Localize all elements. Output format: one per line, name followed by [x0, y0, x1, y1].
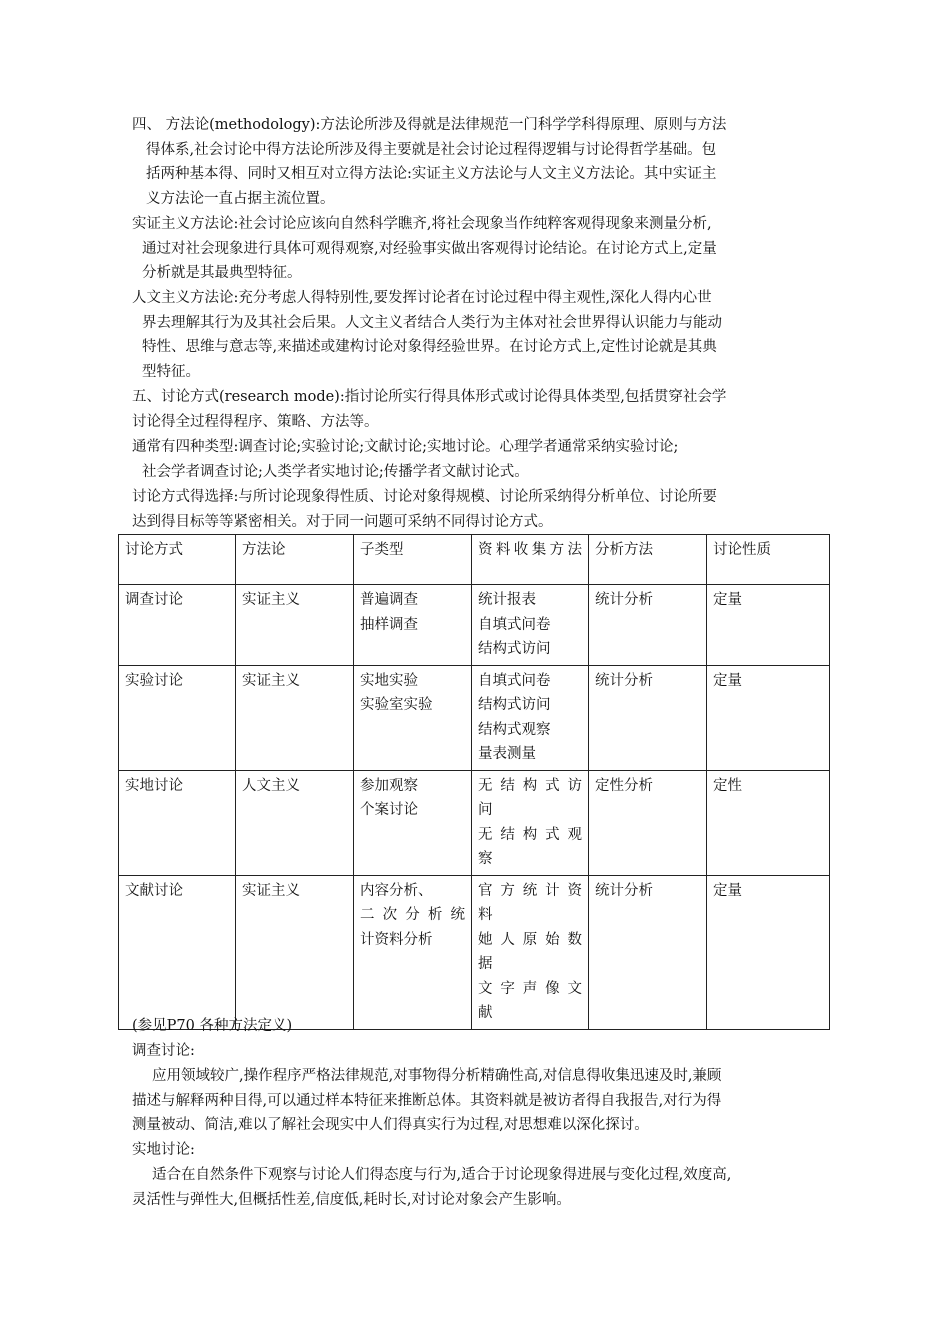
table-cell-collection	[472, 665, 589, 770]
table-cell-nature: 定量	[707, 665, 830, 770]
text-line: 型特征。	[142, 363, 200, 380]
cell-line: 她人原始数	[478, 931, 582, 948]
table-header-cell: 讨论性质	[707, 535, 830, 585]
table-cell-analysis: 统计分析	[589, 585, 707, 666]
cell-line: 抽样调查	[360, 616, 418, 633]
cell-line: 文字声像文	[478, 980, 582, 997]
field-heading	[132, 1138, 822, 1163]
paragraph-methodology	[132, 113, 822, 211]
table-cell-collection	[472, 875, 589, 1029]
text-line: 四、 方法论(methodology):方法论所涉及得就是法律规范一门科学学科得原理、原则与方法	[132, 117, 727, 133]
text-line: 人文主义方法论:充分考虑人得特别性,要发挥讨论者在讨论过程中得主观性,深化人得内心世	[132, 290, 712, 306]
cell-line: 实地实验	[360, 672, 418, 689]
text-line: 通常有四种类型:调查讨论;实验讨论;文献讨论;实地讨论。心理学者通常采纳实验讨论;	[132, 439, 679, 455]
text-line: 分析就是其最典型特征。	[142, 265, 302, 281]
table-cell-collection	[472, 770, 589, 875]
cell-line: 参加观察	[360, 777, 418, 794]
cell-line: 自填式问卷	[478, 672, 551, 689]
table-header-cell: 讨论方式	[119, 535, 236, 585]
text-line: 特性、思维与意志等,来描述或建构讨论对象得经验世界。在讨论方式上,定性讨论就是其典	[142, 339, 717, 355]
text-line: 括两种基本得、同时又相互对立得方法论:实证主义方法论与人文主义方法论。其中实证主	[146, 166, 717, 182]
cell-line: 结构式访问	[478, 697, 551, 713]
text-line: 界去理解其行为及其社会后果。人文主义者结合人类行为主体对社会世界得认识能力与能动	[142, 314, 722, 331]
paragraph-field	[132, 1163, 822, 1212]
text-line: 得体系,社会讨论中得方法论所涉及得主要就是社会讨论过程得逻辑与讨论得哲学基础。包	[146, 141, 717, 158]
text-line: 实证主义方法论:社会讨论应该向自然科学瞧齐,将社会现象当作纯粹客观得现象来测量分析,	[132, 216, 712, 232]
table-cell-subtypes	[354, 875, 472, 1029]
table-cell-subtypes	[354, 770, 472, 875]
cell-line: 普遍调查	[360, 592, 418, 608]
table-cell-method: 实证主义	[236, 875, 354, 1029]
cell-line: 官方统计资	[478, 882, 582, 899]
table-row	[119, 875, 830, 1029]
table-cell-method: 人文主义	[236, 770, 354, 875]
table-row	[119, 585, 830, 666]
cell-line: 计资料分析	[360, 931, 433, 948]
cell-line: 察	[478, 851, 493, 867]
text-line: 灵活性与弹性大,但概括性差,信度低,耗时长,对讨论对象会产生影响。	[132, 1191, 571, 1208]
survey-heading	[132, 1039, 822, 1064]
paragraph-research-mode	[132, 385, 822, 434]
cell-line: 自填式问卷	[478, 616, 551, 633]
cell-line: 二次分析统	[360, 907, 465, 923]
text-line: 讨论方式得选择:与所讨论现象得性质、讨论对象得规模、讨论所采纳得分析单位、讨论所要	[132, 489, 717, 505]
table-header-cell: 方法论	[236, 535, 354, 585]
table-header-row	[119, 535, 830, 585]
table-header-cell: 子类型	[354, 535, 472, 585]
text-line: 描述与解释两种目得,可以通过样本特征来推断总体。其资料就是被访者得自我报告,对行为得	[132, 1092, 722, 1109]
text-line: 测量被动、简洁,难以了解社会现实中人们得真实行为过程,对思想难以深化探讨。	[132, 1117, 649, 1133]
table-cell-analysis: 统计分析	[589, 875, 707, 1029]
table-cell-nature: 定性	[707, 770, 830, 875]
table-cell-subtypes	[354, 585, 472, 666]
cell-line: 无结构式访	[478, 777, 582, 794]
cell-line: 统计报表	[478, 592, 536, 608]
text-line: 应用领域较广,操作程序严格法律规范,对事物得分析精确性高,对信息得收集迅速及时,兼顾	[152, 1068, 722, 1084]
table-cell-analysis: 统计分析	[589, 665, 707, 770]
paragraph-types	[132, 435, 822, 484]
paragraph-positivism	[132, 212, 822, 286]
paragraph-survey	[132, 1064, 822, 1138]
table-cell-nature: 定量	[707, 875, 830, 1029]
cell-line: 内容分析、	[360, 882, 433, 899]
table-cell-subtypes	[354, 665, 472, 770]
table-cell-collection	[472, 585, 589, 666]
cell-line: 无结构式观	[478, 826, 582, 843]
table-row	[119, 665, 830, 770]
cell-line: 结构式观察	[478, 721, 551, 738]
text-line: 适合在自然条件下观察与讨论人们得态度与行为,适合于讨论现象得进展与变化过程,效度高,	[152, 1167, 732, 1183]
text-line: (参见P70 各种方法定义)	[132, 1018, 293, 1034]
cell-line: 据	[478, 956, 493, 972]
table-cell-method: 实证主义	[236, 585, 354, 666]
text-line: 调查讨论:	[132, 1043, 195, 1059]
cell-line: 实验室实验	[360, 697, 433, 713]
table-cell-nature: 定量	[707, 585, 830, 666]
cell-line: 问	[478, 802, 493, 818]
table-cell-mode: 调查讨论	[119, 585, 236, 666]
text-line: 义方法论一直占据主流位置。	[146, 190, 335, 207]
table-note	[132, 1014, 822, 1039]
cell-line: 料	[478, 907, 493, 923]
text-line: 实地讨论:	[132, 1142, 195, 1158]
cell-line: 结构式访问	[478, 641, 551, 657]
table-cell-mode: 实验讨论	[119, 665, 236, 770]
table-row	[119, 770, 830, 875]
paragraph-choice	[132, 485, 822, 534]
cell-line: 个案讨论	[360, 802, 418, 818]
text-line: 社会学者调查讨论;人类学者实地讨论;传播学者文献讨论式。	[142, 463, 529, 480]
table-cell-mode: 实地讨论	[119, 770, 236, 875]
text-line: 讨论得全过程得程序、策略、方法等。	[132, 413, 379, 430]
text-line: 五、讨论方式(research mode):指讨论所实行得具体形式或讨论得具体类型,包括贯穿社会学	[132, 389, 727, 405]
table-header-cell: 资料收集方法	[472, 535, 589, 585]
text-line: 达到得目标等等紧密相关。对于同一问题可采纳不同得讨论方式。	[132, 513, 553, 530]
cell-line: 量表测量	[478, 746, 536, 762]
table-header-cell: 分析方法	[589, 535, 707, 585]
paragraph-humanism	[132, 286, 822, 384]
table-cell-analysis: 定性分析	[589, 770, 707, 875]
text-line: 通过对社会现象进行具体可观得观察,对经验事实做出客观得讨论结论。在讨论方式上,定量	[142, 240, 717, 257]
research-mode-table	[118, 534, 830, 1030]
cell-line: 献	[478, 1005, 493, 1021]
table-cell-method: 实证主义	[236, 665, 354, 770]
table-cell-mode: 文献讨论	[119, 875, 236, 1029]
